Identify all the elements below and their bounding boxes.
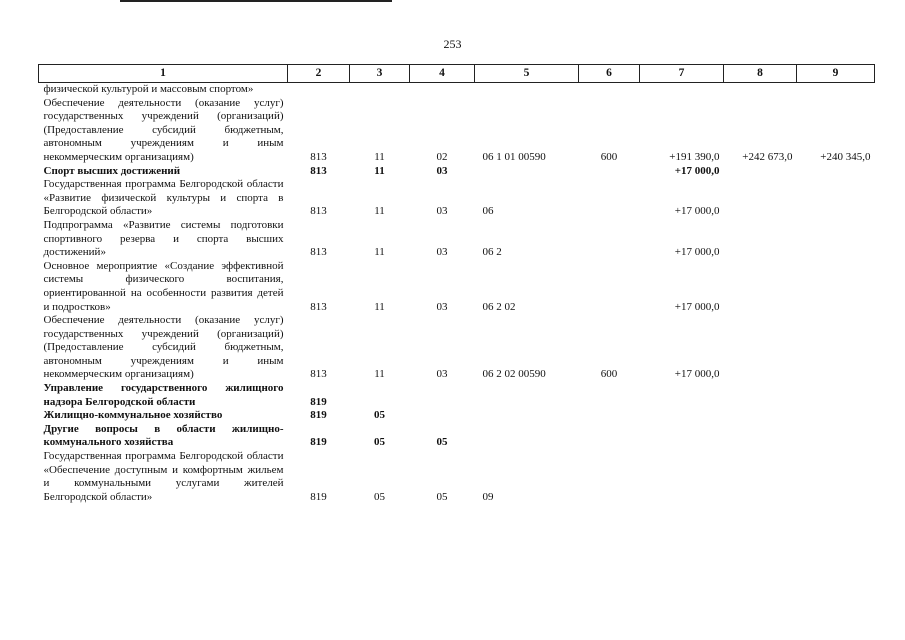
header-row (39, 65, 875, 83)
subsection-code: 03 (436, 246, 448, 259)
target-article (475, 382, 579, 409)
amount-col-7 (640, 423, 724, 450)
expense-type: 600 (600, 150, 618, 163)
amount-col-9 (797, 314, 875, 382)
section-code: 11 (374, 300, 385, 313)
header-col-2: 2 (288, 65, 350, 83)
page-number: 253 (443, 37, 462, 51)
amount-col-8 (724, 409, 797, 423)
target-article: 06 2 02 00590 (482, 368, 546, 381)
subsection-code: 05 (436, 490, 448, 503)
amount-col-7: +17 000,0 (674, 205, 720, 218)
amount-col-8 (724, 423, 797, 450)
admin-code: 813 (310, 205, 327, 218)
subsection-code: 05 (436, 436, 448, 449)
expense-type (579, 165, 640, 179)
amount-col-9 (797, 382, 875, 409)
subsection-code: 03 (436, 368, 448, 381)
section-code (350, 83, 410, 97)
amount-col-8 (724, 178, 797, 219)
amount-col-8 (724, 165, 797, 179)
expense-type (579, 409, 640, 423)
section-code (350, 382, 410, 409)
item-name: Обеспечение деятельности (оказание услуг) государственных учреждений (организаций) (Предоставление субсидий бюджетным, автономным учреждениям и иным некоммерческим организациям) (43, 314, 284, 381)
admin-code: 819 (310, 490, 327, 503)
target-article (475, 423, 579, 450)
admin-code: 813 (310, 246, 327, 259)
header-col-8: 8 (724, 65, 797, 83)
expense-type: 600 (600, 368, 618, 381)
admin-code (288, 83, 350, 97)
section-code: 05 (374, 490, 385, 503)
table-row (39, 450, 875, 504)
table-row (39, 382, 875, 409)
amount-col-9 (797, 219, 875, 260)
item-name: Спорт высших достижений (43, 164, 181, 177)
amount-col-9 (797, 423, 875, 450)
amount-col-7 (640, 382, 724, 409)
amount-col-9 (797, 165, 875, 179)
table-row (39, 165, 875, 179)
amount-col-8 (724, 382, 797, 409)
section-code: 11 (374, 246, 385, 259)
admin-code: 813 (310, 300, 327, 313)
target-article: 06 2 02 (482, 300, 516, 313)
section-code: 11 (374, 150, 385, 163)
expense-type (579, 260, 640, 314)
amount-col-8 (724, 314, 797, 382)
top-rule (120, 0, 392, 2)
admin-code: 819 (310, 409, 327, 422)
item-name: Жилищно-коммунальное хозяйство (43, 409, 223, 422)
amount-col-8: +242 673,0 (742, 150, 793, 163)
subsection-code: 03 (436, 164, 448, 177)
header-col-4: 4 (410, 65, 475, 83)
target-article: 06 1 01 00590 (482, 150, 546, 163)
admin-code: 813 (310, 164, 327, 177)
section-code: 05 (374, 436, 385, 449)
target-article (475, 165, 579, 179)
header-col-5: 5 (475, 65, 579, 83)
subsection-code: 03 (436, 205, 448, 218)
item-name: Государственная программа Белгородской области «Обеспечение доступным и комфортным жильем и коммунальными услугами жителей Белгородской области» (43, 450, 284, 503)
expense-type (579, 219, 640, 260)
table-row (39, 97, 875, 165)
subsection-code: 02 (436, 150, 448, 163)
table-row (39, 314, 875, 382)
table-row (39, 178, 875, 219)
item-name: Обеспечение деятельности (оказание услуг) государственных учреждений (организаций) (Предоставление субсидий бюджетным, автономным учреждениям и иным некоммерческим организациям) (43, 96, 284, 163)
amount-col-9: +240 345,0 (820, 150, 871, 163)
amount-col-9 (797, 409, 875, 423)
amount-col-7 (640, 450, 724, 504)
amount-col-9 (797, 260, 875, 314)
admin-code: 813 (310, 368, 327, 381)
header-col-9: 9 (797, 65, 875, 83)
amount-col-9 (797, 178, 875, 219)
section-code: 11 (374, 368, 385, 381)
table-row (39, 409, 875, 423)
subsection-code (410, 382, 475, 409)
item-name: Другие вопросы в области жилищно-коммунального хозяйства (43, 422, 284, 449)
amount-col-7: +17 000,0 (674, 246, 720, 259)
expense-type (579, 178, 640, 219)
header-col-7: 7 (640, 65, 724, 83)
subsection-code (410, 409, 475, 423)
item-name: Государственная программа Белгородской области «Развитие физической культуры и спорта в Белгородской области» (43, 178, 284, 218)
amount-col-8 (724, 260, 797, 314)
amount-col-9 (797, 83, 875, 97)
item-name: Основное мероприятие «Создание эффективной системы физического воспитания, ориентированной на особенности развития детей и подростков» (43, 259, 284, 313)
amount-col-7: +191 390,0 (669, 150, 720, 163)
section-code: 11 (374, 205, 385, 218)
subsection-code: 03 (436, 300, 448, 313)
admin-code: 813 (310, 150, 327, 163)
amount-col-9 (797, 450, 875, 504)
target-article: 09 (482, 490, 494, 503)
amount-col-7: +17 000,0 (674, 300, 720, 313)
item-name: Управление государственного жилищного надзора Белгородской области (43, 382, 284, 408)
expense-type (579, 83, 640, 97)
item-name: Подпрограмма «Развитие системы подготовки спортивного резерва и спорта высших достижений» (43, 218, 284, 259)
admin-code: 819 (310, 395, 327, 408)
admin-code: 819 (310, 436, 327, 449)
header-col-6: 6 (579, 65, 640, 83)
section-code: 05 (374, 409, 385, 422)
item-name: физической культурой и массовым спортом» (43, 83, 254, 95)
expense-type (579, 423, 640, 450)
expense-type (579, 382, 640, 409)
header-col-1: 1 (39, 65, 288, 83)
table-row (39, 83, 875, 97)
amount-col-8 (724, 450, 797, 504)
table-row (39, 423, 875, 450)
target-article: 06 2 (482, 246, 502, 259)
target-article (475, 409, 579, 423)
amount-col-7: +17 000,0 (674, 368, 720, 381)
subsection-code (410, 83, 475, 97)
amount-col-7: +17 000,0 (674, 164, 720, 177)
amount-col-8 (724, 83, 797, 97)
amount-col-7 (640, 409, 724, 423)
target-article: 06 (482, 205, 494, 218)
table-row (39, 260, 875, 314)
table-body (39, 83, 875, 505)
section-code: 11 (374, 164, 385, 177)
amount-col-7 (640, 83, 724, 97)
budget-table (38, 64, 875, 504)
header-col-3: 3 (350, 65, 410, 83)
table-row (39, 219, 875, 260)
amount-col-8 (724, 219, 797, 260)
target-article (475, 83, 579, 97)
expense-type (579, 450, 640, 504)
